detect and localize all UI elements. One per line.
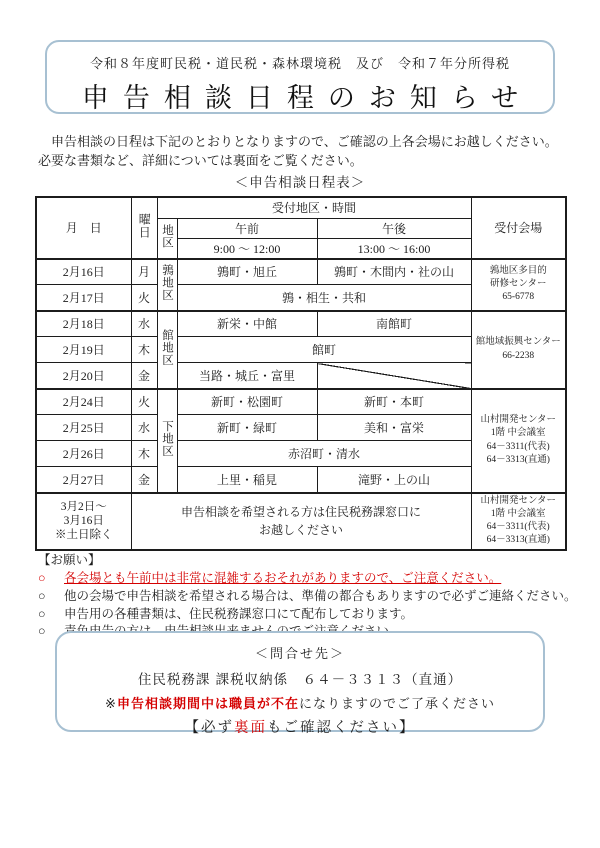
note-text: 他の会場で申告相談を希望される場合は、準備の都合もありますので必ずご連絡ください。	[64, 588, 577, 603]
note-text: 各会場とも午前中は非常に混雑するおそれがありますので、ご注意ください。	[64, 571, 502, 585]
venue-uzura	[471, 259, 566, 311]
date-cell: 2月27日	[36, 467, 131, 493]
afternoon-cell-crossed	[317, 363, 471, 389]
date-cell: 2月18日	[36, 311, 131, 337]
weekday-cell: 木	[131, 441, 157, 467]
venue-phone: 64－3311(代表)	[486, 441, 550, 452]
absence-warning-text: 申告相談期間中は職員が不在	[116, 697, 299, 712]
allday-cell: 鶉・相生・共和	[177, 285, 471, 311]
intro-paragraph	[38, 133, 568, 171]
venue-phone: 66-2238	[502, 350, 535, 361]
venue-shimo	[471, 389, 566, 493]
table-row	[36, 311, 566, 337]
venue-line: 1階 中会議室	[490, 508, 546, 519]
table-row-march	[36, 493, 566, 550]
district-tate-label: 館地区	[161, 329, 174, 367]
schedule-table	[35, 196, 567, 551]
allday-cell: 赤沼町・清水	[177, 441, 471, 467]
district-uzura	[157, 259, 177, 311]
march-date-note: ※土日除く	[55, 529, 113, 542]
venue-line: 鶉地区多目的	[489, 265, 547, 276]
afternoon-cell: 新町・本町	[317, 389, 471, 415]
venue-line: 山村開発センター	[480, 414, 557, 425]
march-message-cell	[131, 493, 471, 550]
weekday-cell: 金	[131, 467, 157, 493]
header-morning: 午前	[177, 218, 317, 238]
venue-line: 山村開発センター	[480, 495, 557, 506]
morning-cell: 新町・松園町	[177, 389, 317, 415]
note-item-crowding	[38, 571, 578, 586]
weekday-cell: 水	[131, 311, 157, 337]
page-title: 申告相談日程のお知らせ	[81, 83, 533, 114]
note-suffix: になりますのでご了承ください	[298, 697, 495, 712]
weekday-cell: 木	[131, 337, 157, 363]
march-message-line: 申告相談を希望される方は住民税務課窓口に	[180, 505, 421, 520]
contact-absence-note	[57, 693, 543, 712]
note-text: 申告用の各種書類は、住民税務課窓口にて配布しております。	[64, 606, 414, 621]
date-cell: 2月19日	[36, 337, 131, 363]
intro-line-1: 申告相談の日程は下記のとおりとなりますので、ご確認の上各会場にお越しください。	[51, 134, 558, 149]
morning-cell: 新栄・中館	[177, 311, 317, 337]
morning-cell: 新町・緑町	[177, 415, 317, 441]
district-shimo	[157, 389, 177, 493]
afternoon-cell: 鶉町・木間内・社の山	[317, 259, 471, 285]
date-cell: 2月26日	[36, 441, 131, 467]
morning-cell: 当路・城丘・富里	[177, 363, 317, 389]
contact-phone-line: 住民税務課 課税収納係 ６４－３３１３（直通）	[137, 672, 463, 688]
header-date: 月 日	[36, 197, 131, 259]
header-row-1	[36, 197, 566, 218]
district-tate	[157, 311, 177, 389]
header-district	[157, 218, 177, 259]
circle-bullet-icon: ○	[38, 624, 46, 639]
circle-bullet-icon: ○	[38, 588, 46, 603]
weekday-cell: 金	[131, 363, 157, 389]
weekday-cell: 火	[131, 389, 157, 415]
venue-line: 館地域振興センター	[475, 337, 561, 348]
venue-phone: 64－3313(直通)	[486, 454, 550, 465]
header-venue: 受付会場	[471, 197, 566, 259]
venue-march	[471, 493, 566, 550]
weekday-cell: 火	[131, 285, 157, 311]
march-date-cell	[36, 493, 131, 550]
allday-cell: 館町	[177, 337, 471, 363]
afternoon-cell: 滝野・上の山	[317, 467, 471, 493]
note-suffix: もご確認ください】	[267, 720, 416, 736]
march-date-line: 3月2日～	[60, 500, 107, 513]
header-weekday-label: 曜日	[137, 212, 152, 239]
note-item-documents	[38, 607, 578, 622]
note-item-other-venue	[38, 589, 578, 604]
table-row	[36, 259, 566, 285]
afternoon-cell: 美和・富栄	[317, 415, 471, 441]
header-afternoon: 午後	[317, 218, 471, 238]
circle-bullet-icon: ○	[38, 606, 46, 621]
march-date-line: 3月16日	[63, 514, 104, 527]
venue-line: 研修センター	[489, 278, 547, 289]
date-cell: 2月20日	[36, 363, 131, 389]
weekday-cell: 月	[131, 259, 157, 285]
header-district-time: 受付地区・時間	[157, 197, 471, 218]
venue-phone: 64－3313(直通)	[486, 535, 550, 546]
note-prefix: 【必ず	[184, 720, 234, 736]
march-message-line: お越しください	[258, 523, 343, 538]
header-morning-time: 9:00 ～ 12:00	[177, 238, 317, 259]
check-backside-note	[57, 716, 543, 737]
header-afternoon-time: 13:00 ～ 16:00	[317, 238, 471, 259]
header-district-label: 地区	[161, 224, 174, 249]
weekday-cell: 水	[131, 415, 157, 441]
venue-phone: 64－3311(代表)	[486, 522, 550, 533]
title-subtitle: 令和８年度町民税・道民税・森林環境税 及び 令和７年分所得税	[89, 57, 510, 72]
morning-cell: 鶉町・旭丘	[177, 259, 317, 285]
circle-bullet-icon: ○	[38, 571, 46, 585]
title-box	[45, 40, 555, 114]
intro-line-2: 必要な書類など、詳細については裏面をご覧ください。	[38, 152, 363, 168]
date-cell: 2月24日	[36, 389, 131, 415]
venue-line: 1階 中会議室	[490, 428, 546, 439]
note-prefix: ※	[105, 697, 117, 712]
district-shimo-label: 下地区	[161, 420, 174, 458]
table-caption: ＜申告相談日程表＞	[234, 175, 366, 190]
contact-heading: ＜問合せ先＞	[254, 647, 345, 662]
venue-phone: 65-6778	[502, 292, 535, 303]
venue-tate	[471, 311, 566, 389]
district-uzura-label: 鶉地区	[161, 264, 174, 302]
date-cell: 2月16日	[36, 259, 131, 285]
notes-section	[38, 550, 578, 639]
contact-box	[55, 631, 545, 736]
date-cell: 2月17日	[36, 285, 131, 311]
notes-heading: 【お願い】	[38, 553, 101, 567]
afternoon-cell: 南館町	[317, 311, 471, 337]
table-row	[36, 389, 566, 415]
header-weekday	[131, 197, 157, 259]
backside-highlight: 裏面	[234, 720, 267, 736]
date-cell: 2月25日	[36, 415, 131, 441]
morning-cell: 上里・稲見	[177, 467, 317, 493]
